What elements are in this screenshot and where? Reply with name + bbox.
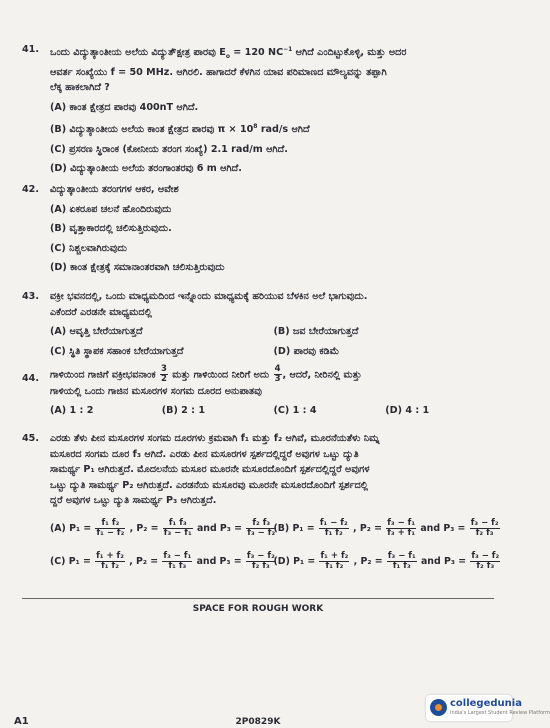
question-number: 42.	[22, 184, 39, 195]
option-b: (B) P₁ = $\frac{\text{f₁ − f₂}}{\text{f₁ f₂}}$ , P₂ = $\frac{\text{f₃ − f₁}}{\text{f₃ + f₁}}$ and P₃ = $\frac{\text{f₃ − f₂}}{\text{f₂ f₃}}$	[273, 517, 499, 538]
rough-work-heading: SPACE FOR ROUGH WORK	[192, 604, 324, 614]
fraction-glass: $\frac{3}{2}$	[161, 364, 167, 384]
option-d: (D) ವಿದ್ಯುತ್ಕಾಂತೀಯ ಅಲೆಯ ತರಂಗಾಂತರವು 6 m ಆಗಿದೆ.	[50, 163, 242, 175]
logo-tagline: India's Largest Student Review Platform	[450, 710, 550, 716]
question-stem: ವಿದ್ಯುತ್ಕಾಂತೀಯ ತರಂಗಗಳ ಆಕರ, ಆವೇಶ	[50, 184, 179, 195]
option-c: (C) ಸ್ಥಿತಿ ಸ್ಥಾಪಕ ಸಹಾಂಕ ಬೇರೆಯಾಗುತ್ತದೆ	[50, 345, 184, 357]
logo-name: collegedunia	[450, 698, 522, 709]
option-d: (D) P₁ = $\frac{\text{f₁ + f₂}}{\text{f₁ f₂}}$ , P₂ = $\frac{\text{f₃ − f₁}}{\text{f₁ f₃}}$ and P₃ = $\frac{\text{f₃ − f₂}}{\text{f₂ f₃}}$	[273, 550, 500, 571]
question-42	[22, 182, 497, 276]
fraction-water: $\frac{4}{3}$	[274, 364, 281, 384]
option-a: (A) ಏಕರೂಪ ಚಲನೆ ಹೊಂದಿರುವುದು	[50, 203, 172, 215]
divider	[22, 598, 494, 599]
option-a: (A) ಆವೃತ್ತಿ ಬೇರೆಯಾಗುತ್ತದೆ	[50, 326, 143, 337]
options-row-2	[50, 550, 500, 571]
option-c: (C) 1 : 4	[273, 404, 317, 416]
option-c: (C) P₁ = $\frac{\text{f₁ + f₂}}{\text{f₁ f₂}}$ , P₂ = $\frac{\text{f₃ − f₁}}{\text{f₁ f₃}}$ and P₃ = $\frac{\text{f₃ − f₂}}{\text{f₂ f₃}}$	[50, 550, 275, 571]
question-45	[22, 431, 500, 571]
logo-icon	[430, 699, 447, 716]
question-number: 44.	[22, 373, 39, 384]
question-stem: ವಕ್ರೀ ಭವನದಲ್ಲಿ, ಒಂದು ಮಾಧ್ಯಮದಿಂದ ಇನ್ನೊಂದು ಮಾಧ್ಯಮಕ್ಕೆ ಹರಿಯುವ ಬೆಳಕಿನ ಅಲೆ ಭಾಗುವುದು. ಎಕೆಂದರೆ ಎರಡನೇ ಮಾಧ್ಯಮದಲ್ಲಿ	[50, 291, 368, 318]
option-a: (A) P₁ = $\frac{\text{f₁ f₂}}{\text{f₁ − f₂}}$ , P₂ = $\frac{\text{f₁ f₃}}{\text{f₃ − f₁}}$ and P₃ = $\frac{\text{f₂ f₃}}{\text{f₃ − f₂}}$	[50, 517, 276, 538]
options-row-2	[50, 344, 497, 360]
question-number: 45.	[22, 433, 39, 444]
option-a: (A) ಕಾಂತ ಕ್ಷೇತ್ರದ ಪಾರವು 400nT ಆಗಿದೆ.	[50, 101, 199, 113]
option-b: (B) ವಿದ್ಯುತ್ಕಾಂತೀಯ ಅಲೆಯ ಕಾಂತ ಕ್ಷೇತ್ರದ ಪಾರವು $\pi \times 10^8$ rad/s ಆಗಿದೆ	[50, 123, 310, 136]
question-44	[22, 365, 497, 418]
option-c: (C) ಪ್ರಸರಣ ಸ್ಥಿರಾಂಕ (ಕೋನೀಯ ತರಂಗ ಸಂಖ್ಯೆ) 2.1 rad/m ಆಗಿದೆ.	[50, 143, 288, 155]
options-row-1	[50, 519, 497, 538]
question-number: 41.	[22, 44, 39, 55]
option-d: (D) ಕಾಂತ ಕ್ಷೇತ್ರಕ್ಕೆ ಸಮಾನಾಂತರವಾಗಿ ಚಲಿಸುತ್ತಿರುವುದು	[50, 262, 225, 273]
option-b: (B) ವೃತ್ತಾಕಾರದಲ್ಲಿ ಚಲಿಸುತ್ತಿರುವುದು.	[50, 223, 172, 234]
option-b: (B) 2 : 1	[161, 404, 206, 416]
question-stem: ಎರಡು ತೆಳು ಪೀನ ಮಸೂರಗಳ ಸಂಗಮ ದೂರಗಳು ಕ್ರಮವಾಗಿ f₁ ಮತ್ತು f₂ ಆಗಿವೆ, ಮೂರನೆಯತೆಳು ನಿಮ್ನ ಮಸೂರದ ಸಂಗಮ ದೂರ f₃ ಆಗಿದೆ. ಎರಡು ಪೀನ ಮಸೂರಗಳ ಸ್ಪರ್ಶದಲ್ಲಿದ್ದರೆ ಅವುಗಳ ಒಟ್ಟು ದ್ಯುತಿ ಸಾಮರ್ಥ್ಯ P₁ ಆಗಿರುತ್ತದೆ. ಮೊದಲನೆಯ ಮಸೂರ ಮೂರನೇ ಮಸೂರದೊಂದಿಗೆ ಸ್ಪರ್ಶದಲ್ಲಿದ್ದರೆ ಅವುಗಳ ಒಟ್ಟು ದ್ಯುತಿ ಸಾಮರ್ಥ್ಯ P₂ ಆಗಿರುತ್ತದೆ. ಎರಡನೆಯ ಮಸೂರವು ಮೂರನೇ ಮಸೂರದೊಂದಿಗೆ ಸ್ಪರ್ಶದಲ್ಲಿ ದ್ದರೆ ಅವುಗಳ ಒಟ್ಟು ದ್ಯುತಿ ಸಾಮರ್ಥ್ಯ P₃ ಆಗಿರುತ್ತದೆ.	[50, 433, 380, 506]
watermark-logo	[426, 695, 550, 721]
question-43	[22, 289, 497, 359]
question-41	[22, 42, 497, 177]
option-d: (D) ಪಾರವು ಕಡಿಮೆ	[273, 345, 340, 357]
question-stem: ಒಂದು ವಿದ್ಯುತ್ಕಾಂತೀಯ ಅಲೆಯ ವಿದ್ಯುತ್ಕ್ಷೇತ್ರ ಪಾರವು $E_o = 120$ $NC^{-1}$ ಆಗಿದೆ ಎಂದಿಟ್ಟುಕೊಳ್ಳಿ, ಮತ್ತು ಅದರ ಆವರ್ತ ಸಂಖ್ಯೆಯು f = 50 MHz. ಆಗಿರಲಿ. ಹಾಗಾದರೆ ಕೆಳಗಿನ ಯಾವ ಪರಿಮಾಣದ ಮೌಲ್ಯವನ್ನು ತಪ್ಪಾಗಿ ಲೆಕ್ಕ ಹಾಕಲಾಗಿದೆ ?	[50, 46, 407, 94]
option-d: (D) 4 : 1	[385, 404, 430, 416]
question-number: 43.	[22, 291, 39, 302]
paper-code: 2P0829K	[235, 717, 281, 727]
option-b: (B) ಜವ ಬೇರೆಯಾಗುತ್ತದೆ	[273, 326, 359, 337]
question-stem: ಗಾಳಿಯಿಂದ ಗಾಜಿಗೆ ವಕ್ರೀಭವನಾಂಕ $\frac{3}{2}$ ಮತ್ತು ಗಾಳಿಯಿಂದ ನೀರಿಗೆ ಅದು $\frac{4}{3}$ , ಆದರೆ, ನೀರಿನಲ್ಲಿ ಮತ್ತು ಗಾಳಿಯಲ್ಲಿ ಒಂದು ಗಾಜಿನ ಮಸೂರಗಳ ಸಂಗಮ ದೂರದ ಅನುಪಾತವು	[50, 364, 362, 397]
options-row	[50, 403, 497, 419]
page-label: A1	[14, 716, 29, 727]
options-row-1	[50, 324, 497, 340]
option-a: (A) 1 : 2	[50, 404, 94, 416]
option-c: (C) ನಿಶ್ಚಲವಾಗಿರುವುದು	[50, 242, 127, 254]
